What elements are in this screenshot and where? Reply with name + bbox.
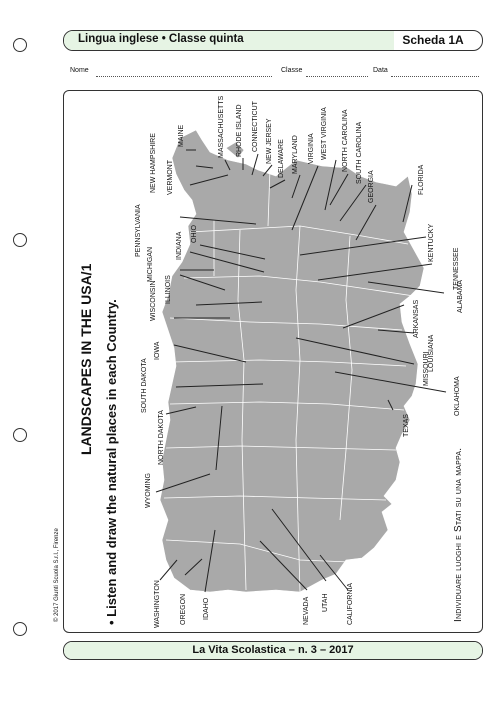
state-label-oregon: OREGON (180, 593, 187, 625)
header-title: Lingua inglese • Classe quinta (78, 33, 244, 45)
state-label-connecticut: CONNECTICUT (252, 101, 259, 152)
footer-bar (63, 641, 483, 660)
state-label-massachusetts: MASSACHUSETTS (218, 95, 225, 158)
state-label-new-jersey: NEW JERSEY (266, 118, 273, 164)
data-label: Data (373, 67, 388, 74)
state-label-missouri: MISSOURI (423, 351, 430, 386)
state-label-delaware: DELAWARE (278, 139, 285, 178)
state-label-idaho: IDAHO (203, 597, 210, 620)
state-label-north-dakota: NORTH DAKOTA (158, 410, 165, 465)
state-label-iowa: IOWA (154, 341, 161, 360)
state-label-arkansas: ARKANSAS (413, 299, 420, 338)
state-label-california: CALIFORNIA (347, 582, 354, 625)
state-label-utah: UTAH (322, 593, 329, 612)
scheda-label: Scheda 1A (402, 33, 464, 47)
instruction-text: • Listen and draw the natural places in each Country. (104, 299, 119, 625)
state-label-wisconsin: WISCONSIN (150, 280, 157, 321)
classe-label: Classe (281, 67, 303, 74)
state-label-louisiana: LOUISIANA (428, 334, 435, 372)
state-label-new-hampshire: NEW HAMPSHIRE (150, 133, 157, 193)
state-label-wyoming: WYOMING (145, 473, 152, 508)
footer-text: La Vita Scolastica – n. 3 – 2017 (192, 644, 354, 656)
copyright-text: © 2017 Giunti Scuola S.r.l., Firenze (54, 528, 60, 622)
state-label-georgia: GEORGIA (368, 170, 375, 203)
state-label-south-dakota: SOUTH DAKOTA (141, 358, 148, 413)
state-label-rhode-island: RHODE ISLAND (236, 104, 243, 157)
state-label-north-carolina: NORTH CAROLINA (342, 109, 349, 172)
state-label-virginia: VIRGINIA (308, 133, 315, 164)
state-label-indiana: INDIANA (176, 231, 183, 260)
state-label-alabama: ALABAMA (457, 279, 464, 313)
nome-label: Nome (70, 67, 89, 74)
state-label-ohio: OHIO (191, 225, 198, 243)
state-label-kentucky: KENTUCKY (428, 223, 435, 262)
state-label-south-carolina: SOUTH CAROLINA (356, 121, 363, 184)
state-label-illinois: ILLINOIS (165, 275, 172, 304)
state-label-michigan: MICHIGAN (147, 247, 154, 282)
state-label-florida: FLORIDA (418, 164, 425, 195)
state-label-maryland: MARYLAND (292, 135, 299, 174)
worksheet-title: LANDSCAPES IN THE USA/1 (78, 263, 94, 455)
state-label-nevada: NEVADA (303, 596, 310, 625)
state-label-washington: WASHINGTON (154, 580, 161, 628)
state-label-tennessee: TENNESSEE (453, 247, 460, 290)
objective-note: Individuare luoghi e Stati su una mappa. (453, 447, 464, 622)
state-label-pennsylvania: PENNSYLVANIA (135, 204, 142, 257)
state-label-oklahoma: OKLAHOMA (454, 376, 461, 416)
state-label-vermont: VERMONT (167, 160, 174, 195)
state-label-texas: TEXAS (403, 414, 410, 437)
state-label-maine: MAINE (178, 124, 185, 147)
state-label-west-virginia: WEST VIRGINIA (321, 107, 328, 160)
